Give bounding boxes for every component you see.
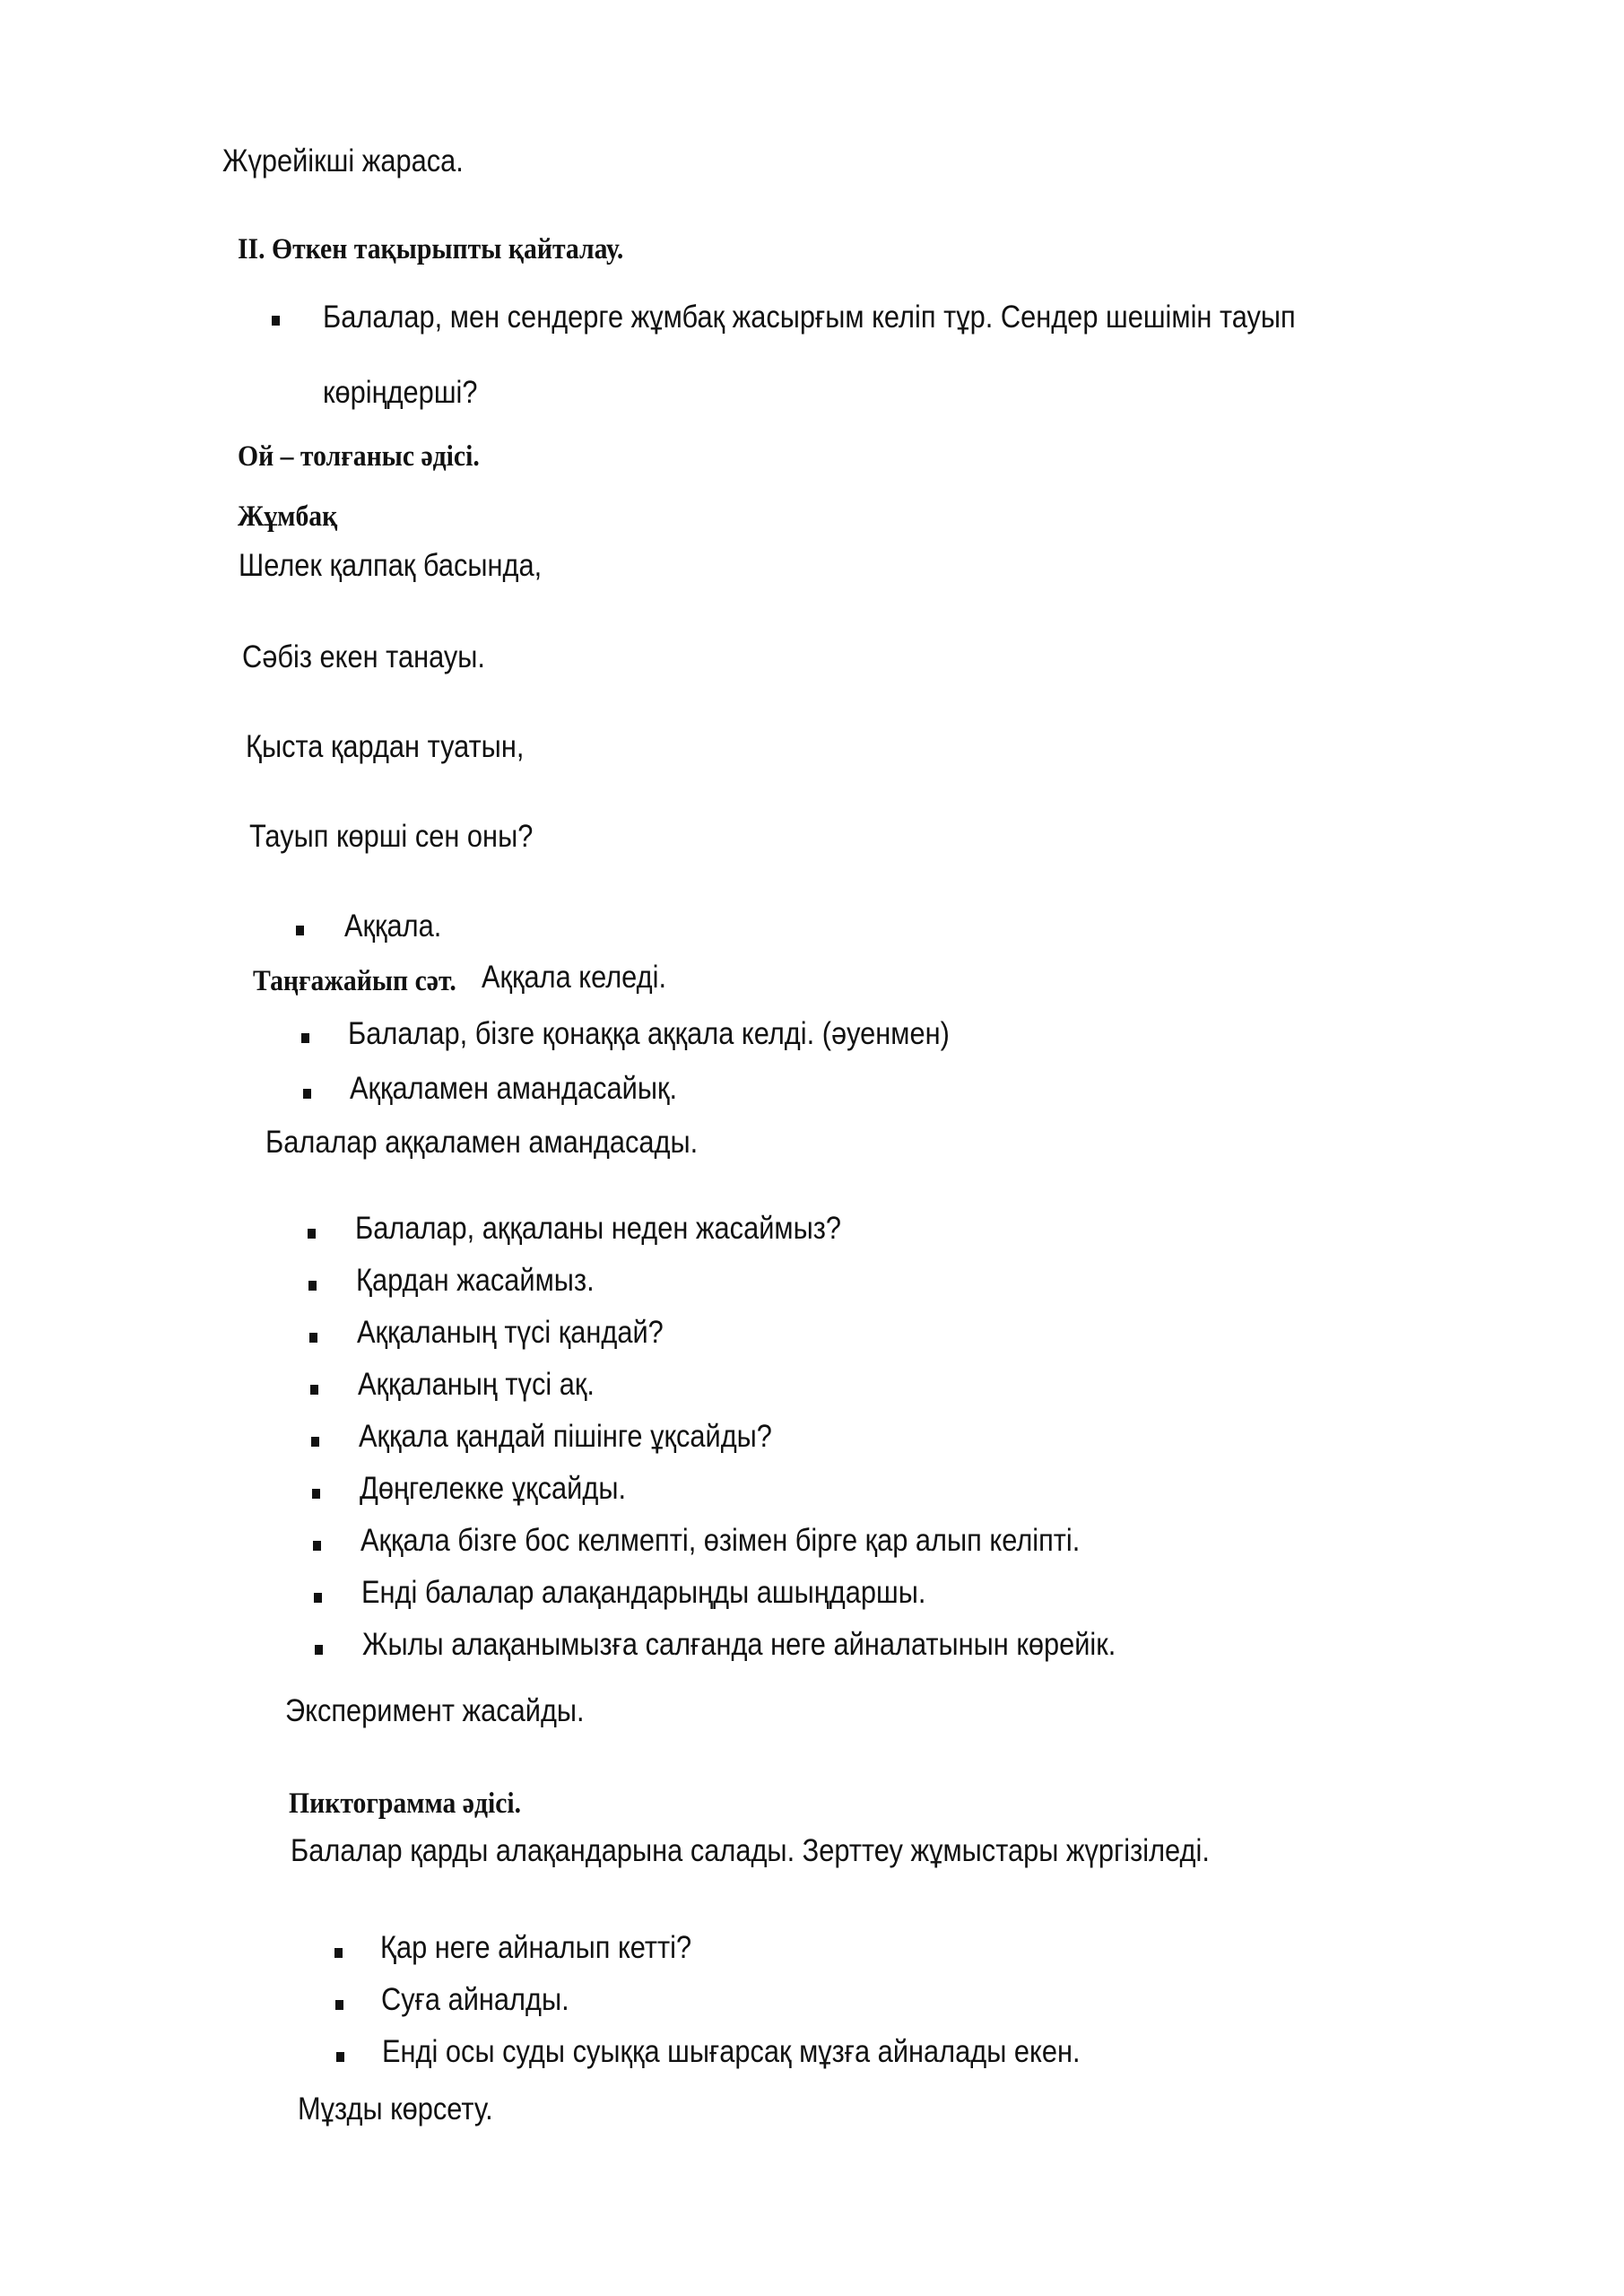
section-heading: II. Өткен тақырыпты қайталау. <box>238 233 624 265</box>
method-heading-2: Пиктограмма әдісі. <box>289 1787 522 1820</box>
surprise-bullet: Аққаламен амандасайық. <box>350 1071 678 1106</box>
surprise-label: Таңғажайып сәт. <box>253 965 456 997</box>
experiment-line: Эксперимент жасайды. <box>285 1693 585 1728</box>
surprise-line <box>253 967 479 996</box>
dialog-bullet: Енді балалар алақандарыңды ашыңдаршы. <box>361 1575 926 1610</box>
bullet-icon <box>312 1489 320 1499</box>
research-line: Балалар қарды алақандарына салады. Зерттеу жұмыстары жүргізіледі. <box>291 1833 1210 1868</box>
greeting-line: Балалар аққаламен амандасады. <box>265 1125 699 1160</box>
riddle-line: Шелек қалпақ басында, <box>239 548 543 583</box>
riddle-title: Жұмбақ <box>238 500 338 533</box>
bullet-icon <box>335 2000 343 2010</box>
bullet-icon <box>310 1385 318 1395</box>
final-bullet: Суға айналды. <box>381 1982 569 2017</box>
prompt-line-1: Балалар, мен сендерге жұмбақ жасырғым келіп тұр. Сендер шешімін тауып <box>323 300 1296 335</box>
surprise-text: Аққала келеді. <box>482 960 667 995</box>
bullet-icon <box>311 1437 319 1447</box>
riddle-line: Қыста қардан туатын, <box>246 729 525 764</box>
bullet-icon <box>296 926 304 935</box>
dialog-bullet: Қардан жасаймыз. <box>356 1263 595 1298</box>
riddle-line: Сәбіз екен танауы. <box>242 639 485 674</box>
surprise-bullet: Балалар, бізге қонаққа аққала келді. (әуенмен) <box>348 1016 950 1051</box>
bullet-icon <box>315 1645 323 1655</box>
method-heading-1: Ой – толғаныс әдісі. <box>238 440 480 473</box>
final-bullet: Қар неге айналып кетті? <box>380 1930 692 1965</box>
intro-line: Жүрейікші жараса. <box>222 144 464 178</box>
dialog-bullet: Аққаланың түсі ақ. <box>358 1367 595 1402</box>
bullet-icon <box>334 1948 343 1958</box>
bullet-icon <box>301 1033 309 1043</box>
bullet-icon <box>309 1333 317 1343</box>
final-bullet: Енді осы суды суыққа шығарсақ мұзға айналады екен. <box>382 2034 1081 2069</box>
bullet-icon <box>308 1281 317 1291</box>
prompt-line-2: көріңдерші? <box>323 375 478 410</box>
bullet-icon <box>314 1593 322 1603</box>
closing-line: Мұзды көрсету. <box>298 2092 493 2126</box>
dialog-bullet: Аққала бізге бос келмепті, өзімен бірге қар алып келіпті. <box>360 1523 1081 1558</box>
dialog-bullet: Балалар, аққаланы неден жасаймыз? <box>355 1211 841 1246</box>
bullet-icon <box>303 1089 311 1099</box>
dialog-bullet: Жылы алақанымызға салғанда неге айналатынын көрейік. <box>362 1627 1116 1662</box>
bullet-icon <box>313 1541 321 1551</box>
riddle-answer: Аққала. <box>344 909 442 944</box>
dialog-bullet: Аққала қандай пішінге ұқсайды? <box>359 1419 772 1454</box>
dialog-bullet: Дөңгелекке ұқсайды. <box>360 1471 627 1506</box>
bullet-icon <box>308 1229 316 1239</box>
riddle-line: Тауып көрші сен оны? <box>249 819 534 854</box>
bullet-icon <box>336 2052 344 2062</box>
bullet-icon <box>272 316 280 326</box>
dialog-bullet: Аққаланың түсі қандай? <box>357 1315 664 1350</box>
